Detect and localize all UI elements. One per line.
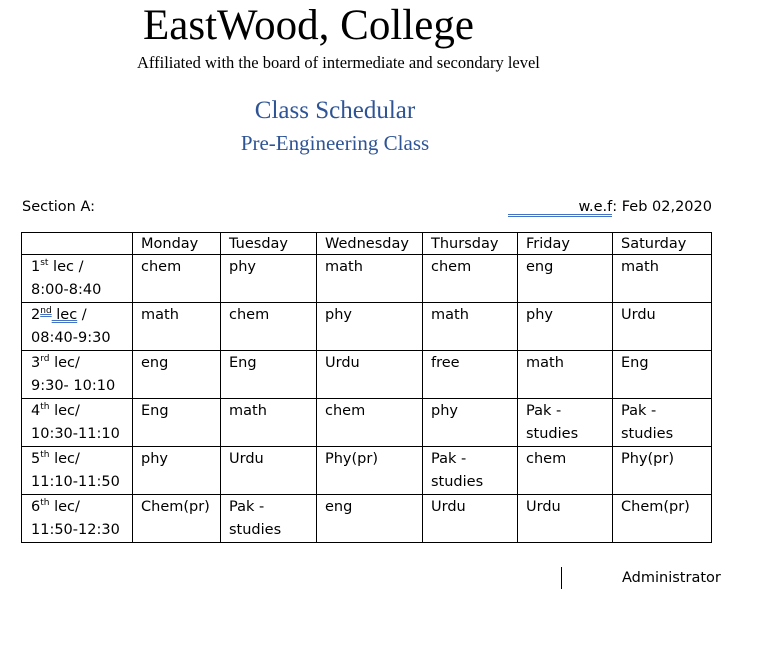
- subject-cell: Eng: [221, 351, 317, 399]
- wef-label: w.e.f: [578, 199, 613, 215]
- text-cursor: [561, 567, 562, 589]
- subject-cell: math: [133, 303, 221, 351]
- subject-cell: Pak - studies: [423, 447, 518, 495]
- lecture-cell: 3rd lec/ 9:30- 10:10: [22, 351, 133, 399]
- subject-cell: eng: [317, 495, 423, 543]
- subject-cell: chem: [423, 255, 518, 303]
- header-row: [22, 233, 712, 255]
- lecture-cell: 5th lec/ 11:10-11:50: [22, 447, 133, 495]
- section-label: Section A:: [22, 199, 96, 215]
- table-row: [22, 495, 712, 543]
- subject-cell: Eng: [133, 399, 221, 447]
- subject-cell: Chem(pr): [133, 495, 221, 543]
- college-title: EastWood, College: [143, 2, 474, 49]
- day-header: Thursday: [423, 233, 518, 255]
- schedule-table: [21, 232, 712, 543]
- subject-cell: chem: [221, 303, 317, 351]
- day-header: Saturday: [613, 233, 712, 255]
- subject-cell: chem: [133, 255, 221, 303]
- subject-cell: Urdu: [221, 447, 317, 495]
- lecture-cell: 1st lec / 8:00-8:40: [22, 255, 133, 303]
- lecture-cell: 6th lec/ 11:50-12:30: [22, 495, 133, 543]
- subject-cell: math: [613, 255, 712, 303]
- table-row: [22, 303, 712, 351]
- wef-date: : Feb 02,2020: [612, 199, 712, 215]
- subject-cell: phy: [133, 447, 221, 495]
- subject-cell: math: [221, 399, 317, 447]
- effective-date: [578, 198, 712, 216]
- subject-cell: math: [317, 255, 423, 303]
- subject-cell: free: [423, 351, 518, 399]
- subject-cell: Pak - studies: [221, 495, 317, 543]
- lecture-cell: 2nd lec / 08:40-9:30: [22, 303, 133, 351]
- subject-cell: eng: [518, 255, 613, 303]
- subject-cell: Chem(pr): [613, 495, 712, 543]
- subject-cell: chem: [317, 399, 423, 447]
- subject-cell: math: [518, 351, 613, 399]
- subject-cell: phy: [221, 255, 317, 303]
- day-header: Friday: [518, 233, 613, 255]
- day-header: Wednesday: [317, 233, 423, 255]
- subject-cell: phy: [518, 303, 613, 351]
- subject-cell: Eng: [613, 351, 712, 399]
- corner-cell: [22, 233, 133, 255]
- subject-cell: Pak - studies: [518, 399, 613, 447]
- subject-cell: Phy(pr): [613, 447, 712, 495]
- administrator-label: Administrator: [622, 570, 721, 586]
- class-name: Pre-Engineering Class: [240, 131, 430, 155]
- table-row: [22, 255, 712, 303]
- table-row: [22, 447, 712, 495]
- schedule-title: Class Schedular: [254, 97, 416, 124]
- subject-cell: math: [423, 303, 518, 351]
- subject-cell: phy: [423, 399, 518, 447]
- subject-cell: Urdu: [317, 351, 423, 399]
- day-header: Tuesday: [221, 233, 317, 255]
- subject-cell: eng: [133, 351, 221, 399]
- subject-cell: Urdu: [423, 495, 518, 543]
- affiliation-text: Affiliated with the board of intermediate and secondary level: [137, 53, 540, 72]
- subject-cell: Urdu: [613, 303, 712, 351]
- subject-cell: Pak - studies: [613, 399, 712, 447]
- subject-cell: chem: [518, 447, 613, 495]
- lecture-cell: 4th lec/ 10:30-11:10: [22, 399, 133, 447]
- subject-cell: Phy(pr): [317, 447, 423, 495]
- day-header: Monday: [133, 233, 221, 255]
- subject-cell: Urdu: [518, 495, 613, 543]
- subject-cell: phy: [317, 303, 423, 351]
- table-row: [22, 399, 712, 447]
- table-row: [22, 351, 712, 399]
